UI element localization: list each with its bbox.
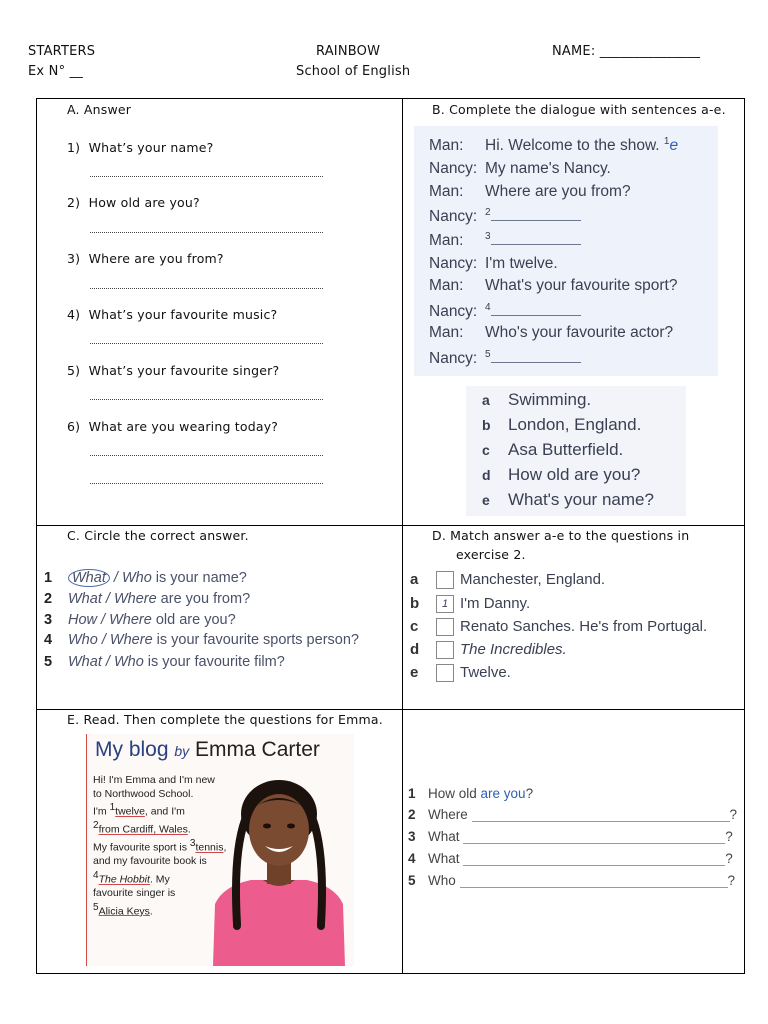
dialogue-line-7: Man: What's your favourite sport? [429,277,678,294]
emma-photo [203,774,355,966]
dialogue-line-1: Man: Hi. Welcome to the show. $^1$e [429,136,679,155]
answer-line-5[interactable] [90,399,323,400]
question-3: 3) Where are you from? [67,251,224,266]
dialogue-line-10: Nancy: $^5$ [429,349,581,368]
emma-question-5: 5 Who ? [408,873,736,888]
circle-item-4[interactable]: 4 Who / Where is your favourite sports person? [44,632,359,648]
dialogue-line-8: Nancy: $^4$ [429,302,581,321]
emma-answer-line-2[interactable] [472,810,730,822]
section-d-title-2: exercise 2. [456,547,526,562]
section-a-title: A. Answer [67,102,132,117]
match-item-e: e Twelve. [410,664,511,681]
dialogue-line-4: Nancy: $^2$ [429,207,581,226]
answer-line-3[interactable] [90,288,323,289]
blank-2[interactable] [491,209,581,221]
match-item-b: b 1 I'm Danny. [410,595,531,612]
circle-item-1[interactable]: 1 What / Who is your name? [44,570,247,586]
dialogue-line-5: Man: $^3$ [429,231,581,250]
row-divider-1 [36,525,745,526]
blog-text: Hi! I'm Emma and I'm new to Northwood School. I'm $^1$twelve, and I'm $^2$from Cardiff, Wales. My favourite sport is $^3$tennis, and my favourite book is $^4$The Hobbit. My favourite singer is $^5$Alicia Keys. [93,774,227,918]
match-box-d[interactable] [436,641,454,659]
section-c-title: C. Circle the correct answer. [67,528,249,543]
emma-question-3: 3 What ? [408,829,733,844]
blank-3[interactable] [491,233,581,245]
match-box-b[interactable]: 1 [436,595,454,613]
section-b-title: B. Complete the dialogue with sentences a-e. [432,102,726,117]
emma-answer-line-3[interactable] [463,832,725,844]
school-subtitle: School of English [296,64,411,79]
name-field[interactable]: NAME: _______________ [552,44,701,59]
blog-title: My blog by Emma Carter [95,738,320,761]
match-box-e[interactable] [436,664,454,682]
emma-question-4: 4 What ? [408,851,733,866]
circle-item-2[interactable]: 2 What / Where are you from? [44,591,251,607]
blog-card [86,734,354,966]
option-b: b London, England. [482,415,642,434]
match-item-d: d The Incredibles. [410,641,567,658]
dialogue-line-3: Man: Where are you from? [429,183,631,200]
circle-item-5[interactable]: 5 What / Who is your favourite film? [44,654,285,670]
dialogue-line-2: Nancy: My name's Nancy. [429,160,611,177]
question-5: 5) What’s your favourite singer? [67,363,280,378]
emma-question-1: 1 How old are you? [408,786,534,801]
exercise-number: Ex N° __ [28,64,83,79]
row-divider-2 [36,709,745,710]
answer-line-6b[interactable] [90,483,323,484]
match-box-a[interactable] [436,571,454,589]
blank-4[interactable] [491,304,581,316]
option-a: a Swimming. [482,390,592,409]
option-c: c Asa Butterfield. [482,440,624,459]
option-d: d How old are you? [482,465,641,484]
dialogue-line-9: Man: Who's your favourite actor? [429,324,674,341]
match-item-a: a Manchester, England. [410,571,606,588]
emma-question-2: 2 Where ? [408,807,738,822]
section-e-title: E. Read. Then complete the questions for Emma. [67,712,383,727]
section-d-title-1: D. Match answer a-e to the questions in [432,528,690,543]
answer-line-6a[interactable] [90,455,323,456]
dialogue-line-6: Nancy: I'm twelve. [429,255,558,272]
column-divider [402,98,403,974]
level-label: STARTERS [28,44,96,59]
answer-line-4[interactable] [90,343,323,344]
match-item-c: c Renato Sanches. He's from Portugal. [410,618,708,635]
emma-answer-line-5[interactable] [460,876,728,888]
circle-item-3[interactable]: 3 How / Where old are you? [44,612,236,628]
answer-line-1[interactable] [90,176,323,177]
option-e: e What's your name? [482,490,654,509]
school-name: RAINBOW [316,44,381,59]
circled-answer: What [68,569,110,587]
answer-line-2[interactable] [90,232,323,233]
question-1: 1) What’s your name? [67,140,214,155]
emma-answer-line-4[interactable] [463,854,725,866]
blank-5[interactable] [491,351,581,363]
question-2: 2) How old are you? [67,195,200,210]
match-box-c[interactable] [436,618,454,636]
question-6: 6) What are you wearing today? [67,419,279,434]
question-4: 4) What’s your favourite music? [67,307,278,322]
